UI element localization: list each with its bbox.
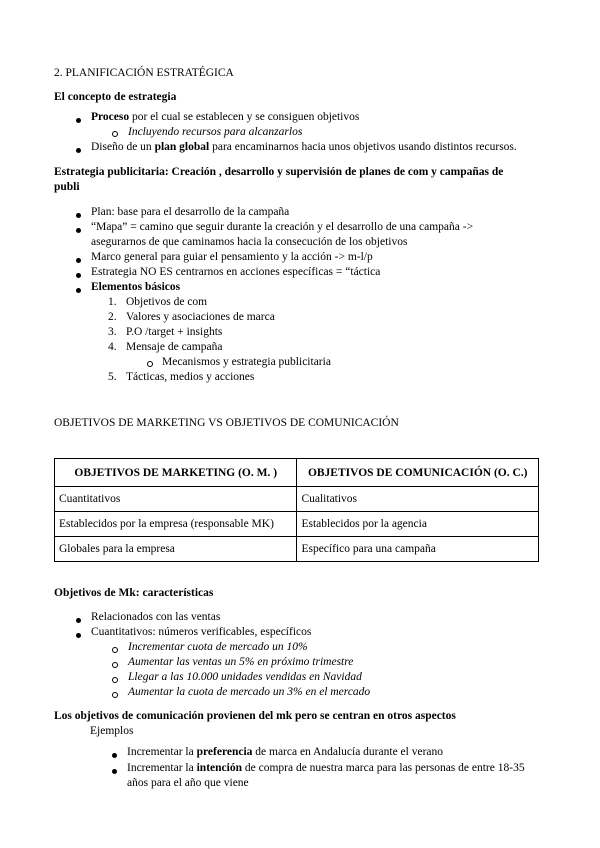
com-item-intencion: Incrementar la intención de compra de nuestra marca para las personas de entre 18-35 (127, 762, 525, 774)
table-cell: Cuantitativos (55, 487, 297, 512)
list-number: 5. (108, 371, 117, 383)
mk-example: Incrementar cuota de mercado un 10% (128, 641, 308, 653)
publicitaria-item: Plan: base para el desarrollo de la campaña (91, 206, 290, 218)
mk-heading: Objetivos de Mk: características (54, 587, 214, 599)
elemento-item: Mensaje de campaña (126, 341, 223, 353)
mk-item: Relacionados con las ventas (91, 611, 221, 623)
com-heading: Los objetivos de comunicación provienen del mk pero se centran en otros aspectos (54, 710, 456, 722)
circle-bullet-icon (112, 128, 118, 140)
bullet-icon (76, 209, 81, 221)
bullet-icon (76, 284, 81, 296)
publicitaria-heading-line1: Estrategia publicitaria: Creación , desarrollo y supervisión de planes de com y campañas de (54, 166, 504, 178)
table-cell: Cualitativos (297, 487, 539, 512)
circle-bullet-icon (112, 689, 118, 701)
elemento-item: Objetivos de com (126, 296, 208, 308)
circle-bullet-icon (112, 644, 118, 656)
table-header-row (55, 459, 539, 487)
list-number: 3. (108, 326, 117, 338)
bullet-icon (76, 224, 81, 236)
table-row (55, 487, 539, 512)
concepto-subitem: Incluyendo recursos para alcanzarlos (128, 126, 303, 138)
bullet-icon (76, 144, 81, 156)
list-number: 4. (108, 341, 117, 353)
elemento-item: Tácticas, medios y acciones (126, 371, 255, 383)
objectives-table (54, 458, 539, 562)
list-number: 2. (108, 311, 117, 323)
table-cell: Establecidos por la agencia (297, 512, 539, 537)
list-number: 1. (108, 296, 117, 308)
bullet-icon (76, 269, 81, 281)
publicitaria-item-continuation: asegurarnos de que caminamos hacia la consecución de los objetivos (91, 236, 408, 248)
bullet-icon (112, 749, 117, 761)
elemento-subitem: Mecanismos y estrategia publicitaria (162, 356, 331, 368)
mk-example: Aumentar las ventas un 5% en próximo trimestre (128, 656, 354, 668)
com-ejemplos: Ejemplos (90, 725, 134, 737)
publicitaria-item: Estrategia NO ES centrarnos en acciones específicas = “táctica (91, 266, 381, 278)
elemento-item: P.O /target + insights (126, 326, 223, 338)
table-row (55, 512, 539, 537)
bullet-icon (76, 114, 81, 126)
concepto-heading: El concepto de estrategia (54, 91, 177, 103)
table-header-oc: OBJETIVOS DE COMUNICACIÓN (O. C.) (297, 459, 539, 487)
concepto-item-plan: Diseño de un plan global para encaminarnos hacia unos objetivos usando distintos recursos. (91, 141, 517, 153)
elementos-label: Elementos básicos (91, 281, 181, 293)
bullet-icon (76, 629, 81, 641)
vs-title: OBJETIVOS DE MARKETING VS OBJETIVOS DE COMUNICACIÓN (54, 417, 399, 429)
concepto-item-proceso: Proceso por el cual se establecen y se consiguen objetivos (91, 111, 360, 123)
publicitaria-item: Marco general para guiar el pensamiento y la acción -> m-l/p (91, 251, 373, 263)
table-cell: Específico para una campaña (297, 537, 539, 562)
table-header-om: OBJETIVOS DE MARKETING (O. M. ) (55, 459, 297, 487)
circle-bullet-icon (147, 358, 153, 370)
com-item-preferencia: Incrementar la preferencia de marca en Andalucía durante el verano (127, 746, 444, 758)
circle-bullet-icon (112, 674, 118, 686)
mk-example: Aumentar la cuota de mercado un 3% en el mercado (128, 686, 371, 698)
com-item-intencion-continuation: años para el año que viene (127, 777, 249, 789)
publicitaria-item: “Mapa” = camino que seguir durante la creación y el desarrollo de una campaña -> (91, 221, 474, 233)
section-title: 2. PLANIFICACIÓN ESTRATÉGICA (54, 67, 234, 79)
table-row (55, 537, 539, 562)
bullet-icon (76, 254, 81, 266)
bullet-icon (112, 765, 117, 777)
bullet-icon (76, 614, 81, 626)
elemento-item: Valores y asociaciones de marca (126, 311, 275, 323)
publicitaria-heading-line2: publi (54, 181, 80, 193)
mk-example: Llegar a las 10.000 unidades vendidas en Navidad (128, 671, 362, 683)
circle-bullet-icon (112, 659, 118, 671)
mk-item: Cuantitativos: números verificables, específicos (91, 626, 312, 638)
table-cell: Globales para la empresa (55, 537, 297, 562)
table-cell: Establecidos por la empresa (responsable MK) (55, 512, 297, 537)
